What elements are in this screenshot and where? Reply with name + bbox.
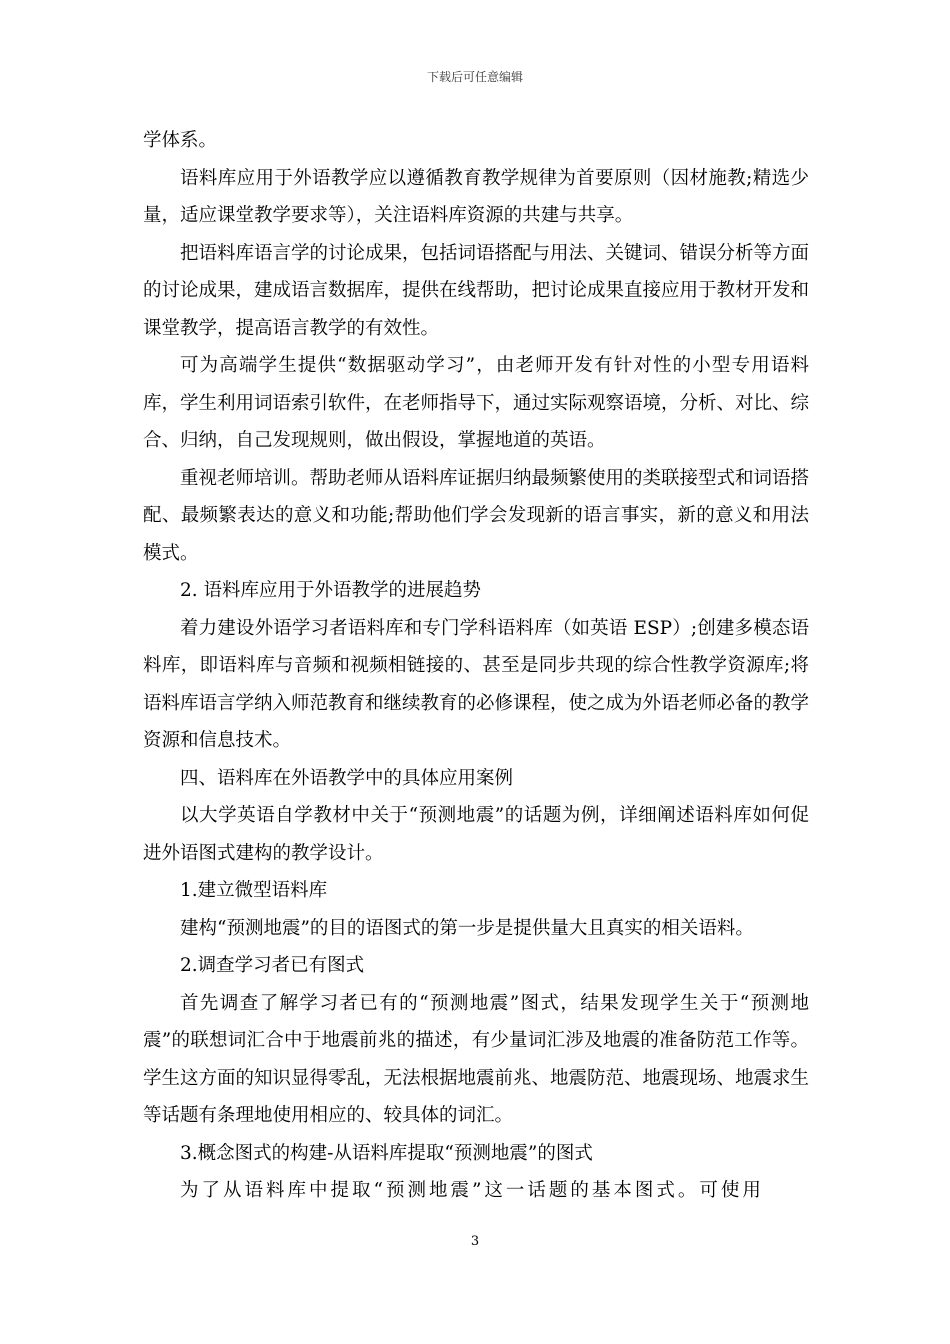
subsection-heading: 2.调查学习者已有图式 [180,955,365,976]
paragraph: 可为高端学生提供“数据驱动学习”，由老师开发有针对性的小型专用语料库，学生利用词语索引软件，在老师指导下，通过实际观察语境，分析、对比、综合、归纳，自己发现规则，做出假设，掌握地道的英语。 [143,355,810,451]
paragraph: 首先调查了解学习者已有的“预测地震”图式，结果发现学生关于“预测地震”的联想词汇合中于地震前兆的描述，有少量词汇涉及地震的准备防范工作等。学生这方面的知识显得零乱，无法根据地震前兆、地震防范、地震现场、地震求生等话题有条理地使用相应的、较具体的词汇。 [143,992,810,1126]
paragraph: 着力建设外语学习者语料库和专门学科语料库（如英语 ESP）;创建多模态语料库，即语料库与音频和视频相链接的、甚至是同步共现的综合性教学资源库;将语料库语言学纳入师范教育和继续教育的必修课程，使之成为外语老师必备的教学资源和信息技术。 [143,617,810,751]
page-number: 3 [470,1234,480,1249]
document-body [143,122,809,1210]
section-heading: 四、语料库在外语教学中的具体应用案例 [180,767,514,789]
paragraph: 建构“预测地震”的目的语图式的第一步是提供量大且真实的相关语料。 [180,917,754,939]
paragraph: 语料库应用于外语教学应以遵循教育教学规律为首要原则（因材施教;精选少量，适应课堂教学要求等），关注语料库资源的共建与共享。 [143,167,809,226]
page-header: 下载后可任意编辑 [426,70,523,84]
paragraph: 以大学英语自学教材中关于“预测地震”的话题为例，详细阐述语料库如何促进外语图式建构的教学设计。 [143,805,809,864]
section-heading: 2. 语料库应用于外语教学的进展趋势 [180,580,482,601]
paragraph: 为了从语料库中提取“预测地震”这一话题的基本图式。可使用 [180,1180,764,1201]
paragraph-continuation: 学体系。 [143,130,218,151]
paragraph: 把语料库语言学的讨论成果，包括词语搭配与用法、关键词、错误分析等方面的讨论成果，建成语言数据库，提供在线帮助，把讨论成果直接应用于教材开发和课堂教学，提高语言教学的有效性。 [143,242,810,339]
subsection-heading: 1.建立微型语料库 [180,880,328,901]
paragraph: 重视老师培训。帮助老师从语料库证据归纳最频繁使用的类联接型式和词语搭配、最频繁表达的意义和功能;帮助他们学会发现新的语言事实，新的意义和用法模式。 [143,467,810,564]
subsection-heading: 3.概念图式的构建-从语料库提取“预测地震”的图式 [180,1142,593,1164]
